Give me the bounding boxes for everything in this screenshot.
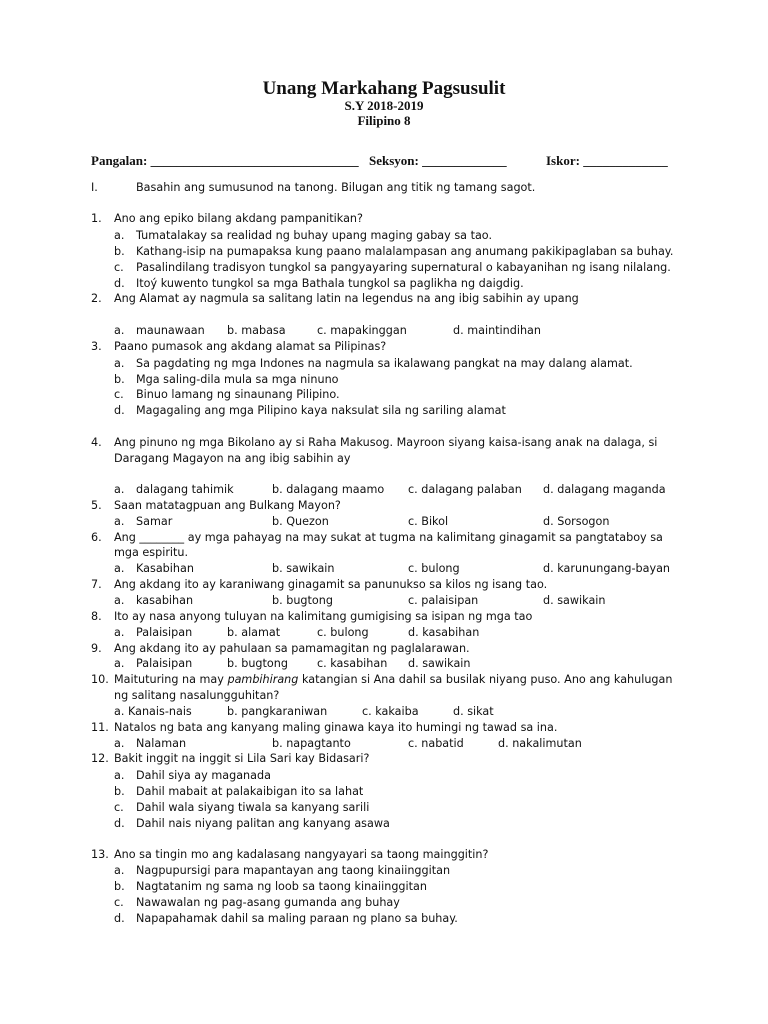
question-text-part: Maituturing na may: [114, 673, 228, 686]
question-text: Natalos ng bata ang kanyang maling ginawa kaya ito humingi ng tawad sa ina.: [114, 721, 558, 734]
question-number: 7.: [91, 578, 102, 591]
choice-text: Kathang-isip na pumapaksa kung paano malalampasan ang anumang pakikipaglaban sa buhay.: [136, 245, 674, 258]
choice-letter: d.: [114, 404, 125, 417]
choice-text: d. sawikain: [408, 657, 471, 670]
choice-letter: b.: [114, 880, 125, 893]
exam-title: Unang Markahang Pagsusulit: [262, 78, 506, 99]
question-text: Ito ay nasa anyong tuluyan na kalimitang gumigising sa isipan ng mga tao: [114, 610, 533, 623]
choice-text: Dahil mabait at palakaibigan ito sa lahat: [136, 785, 364, 798]
choice-letter: a.: [114, 324, 125, 337]
choice-letter: a.: [114, 229, 125, 242]
question-number: 1.: [91, 212, 102, 225]
choice-text: b. dalagang maamo: [272, 483, 385, 496]
emphasized-word: pambihirang: [227, 673, 299, 686]
choice-text: Nagtatanim ng sama ng loob sa taong kinaiinggitan: [136, 880, 427, 893]
choice-text: Magagaling ang mga Pilipino kaya naksulat sila ng sariling alamat: [136, 404, 506, 417]
choice-text: Kasabihan: [136, 562, 194, 575]
choice-text: d. dalagang maganda: [543, 483, 666, 496]
choice-text: Nagpupursigi para mapantayan ang taong kinaiinggitan: [136, 864, 451, 877]
choice-letter: d.: [114, 277, 125, 290]
choice-text: Itoý kuwento tungkol sa mga Bathala tungkol sa paglikha ng daigdig.: [136, 277, 524, 290]
choice-text: Binuo lamang ng sinaunang Pilipino.: [136, 388, 340, 401]
question-text-part: katangian si Ana dahil sa busilak niyang puso. Ano ang kahulugan: [298, 673, 673, 686]
question-text: Ang Alamat ay nagmula sa salitang latin na legendus na ang ibig sabihin ay upang: [114, 292, 579, 305]
choice-letter: c.: [114, 801, 124, 814]
subject: Filipino 8: [357, 113, 411, 128]
choice-text: d. kasabihan: [408, 626, 480, 639]
question-text: Ang akdang ito ay karaniwang ginagamit sa panunukso sa kilos ng isang tao.: [114, 578, 548, 591]
choice-text: c. dalagang palaban: [408, 483, 522, 496]
question-text: Ang pinuno ng mga Bikolano ay si Raha Makusog. Mayroon siyang kaisa-isang anak na dalaga, si: [114, 436, 658, 449]
choice-text: b. bugtong: [272, 594, 333, 607]
question-number: 9.: [91, 642, 102, 655]
choice-text: Dahil nais niyang palitan ang kanyang asawa: [136, 817, 390, 830]
choice-text: c. nabatid: [408, 737, 464, 750]
question-text: Ang akdang ito ay pahulaan sa pamamagitan ng paglalarawan.: [114, 642, 470, 655]
choice-letter: c.: [114, 388, 124, 401]
choice-text: a. Kanais-nais: [114, 705, 192, 718]
choice-text: Palaisipan: [136, 626, 193, 639]
section-field: Seksyon: _____________: [369, 153, 507, 168]
question-text: Paano pumasok ang akdang alamat sa Pilipinas?: [114, 340, 387, 353]
choice-text: d. Sorsogon: [543, 515, 610, 528]
choice-text: c. palaisipan: [408, 594, 479, 607]
choice-text: b. napagtanto: [272, 737, 351, 750]
school-year: S.Y 2018-2019: [344, 98, 424, 113]
choice-letter: a.: [114, 483, 125, 496]
choice-text: Nalaman: [136, 737, 187, 750]
question-text: Ano ang epiko bilang akdang pampanitikan?: [114, 212, 363, 225]
choice-text: b. bugtong: [227, 657, 288, 670]
question-number: 11.: [91, 721, 109, 734]
choice-text: Samar: [136, 515, 173, 528]
choice-letter: a.: [114, 864, 125, 877]
choice-letter: b.: [114, 245, 125, 258]
choice-letter: b.: [114, 373, 125, 386]
choice-letter: d.: [114, 817, 125, 830]
question-number: 6.: [91, 531, 102, 544]
choice-text: Tumatalakay sa realidad ng buhay upang maging gabay sa tao.: [136, 229, 493, 242]
choice-text: Sa pagdating ng mga Indones na nagmula sa ikalawang pangkat na may dalang alamat.: [136, 357, 633, 370]
question-number: 4.: [91, 436, 102, 449]
question-number: 13.: [91, 848, 109, 861]
choice-text: b. alamat: [227, 626, 281, 639]
question-number: 2.: [91, 292, 102, 305]
choice-letter: a.: [114, 515, 125, 528]
question-text: [114, 673, 672, 687]
choice-text: c. mapakinggan: [317, 324, 407, 337]
instruction-text: Basahin ang sumusunod na tanong. Bilugan ang titik ng tamang sagot.: [136, 181, 536, 194]
choice-text: dalagang tahimik: [136, 483, 234, 496]
choice-letter: a.: [114, 594, 125, 607]
choice-text: b. sawikain: [272, 562, 335, 575]
choice-text: d. karunungang-bayan: [543, 562, 671, 575]
choice-text: Mga saling-dila mula sa mga ninuno: [136, 373, 339, 386]
choice-text: Nawawalan ng pag-asang gumanda ang buhay: [136, 896, 400, 909]
choice-text: b. Quezon: [272, 515, 329, 528]
choice-letter: a.: [114, 737, 125, 750]
choice-text: d. maintindihan: [453, 324, 541, 337]
choice-text: b. mabasa: [227, 324, 286, 337]
choice-text: c. bulong: [408, 562, 460, 575]
choice-text: c. bulong: [317, 626, 369, 639]
question-text: Saan matatagpuan ang Bulkang Mayon?: [114, 499, 341, 512]
choice-letter: a.: [114, 357, 125, 370]
choice-text: d. sawikain: [543, 594, 606, 607]
choice-text: kasabihan: [136, 594, 194, 607]
question-text-cont: ng salitang nasalungguhitan?: [114, 689, 280, 702]
choice-text: d. sikat: [453, 705, 494, 718]
choice-text: Napapahamak dahil sa maling paraan ng plano sa buhay.: [136, 912, 458, 925]
question-number: 3.: [91, 340, 102, 353]
question-text-cont: mga espiritu.: [114, 546, 189, 559]
instruction-numeral: I.: [91, 181, 98, 194]
choice-letter: c.: [114, 896, 124, 909]
question-text: Ano sa tingin mo ang kadalasang nangyayari sa taong mainggitin?: [114, 848, 489, 861]
choice-text: Dahil siya ay maganada: [136, 769, 271, 782]
choice-letter: a.: [114, 657, 125, 670]
choice-text: c. Bikol: [408, 515, 449, 528]
question-text: Bakit inggit na inggit si Lila Sari kay Bidasari?: [114, 752, 370, 765]
name-field: Pangalan: ________________________________: [91, 153, 359, 168]
question-number: 5.: [91, 499, 102, 512]
choice-text: Palaisipan: [136, 657, 193, 670]
choice-text: c. kasabihan: [317, 657, 388, 670]
choice-letter: d.: [114, 912, 125, 925]
choice-letter: b.: [114, 785, 125, 798]
choice-text: b. pangkaraniwan: [227, 705, 328, 718]
choice-text: Pasalindilang tradisyon tungkol sa pangyayaring supernatural o kabayanihan ng isang nilalang.: [136, 261, 671, 274]
choice-text: Dahil wala siyang tiwala sa kanyang sarili: [136, 801, 370, 814]
choice-text: d. nakalimutan: [498, 737, 582, 750]
score-field: Iskor: _____________: [546, 153, 668, 168]
choice-letter: a.: [114, 769, 125, 782]
choice-letter: a.: [114, 626, 125, 639]
choice-letter: c.: [114, 261, 124, 274]
question-number: 12.: [91, 752, 109, 765]
question-number: 8.: [91, 610, 102, 623]
question-number: 10.: [91, 673, 109, 686]
choice-text: c. kakaiba: [362, 705, 419, 718]
choice-text: maunawaan: [136, 324, 205, 337]
choice-letter: a.: [114, 562, 125, 575]
question-text: Ang ________ ay mga pahayag na may sukat at tugma na kalimitang ginagamit sa pangtataboy sa: [114, 531, 663, 544]
question-text-cont: Daragang Magayon na ang ibig sabihin ay: [114, 452, 351, 465]
